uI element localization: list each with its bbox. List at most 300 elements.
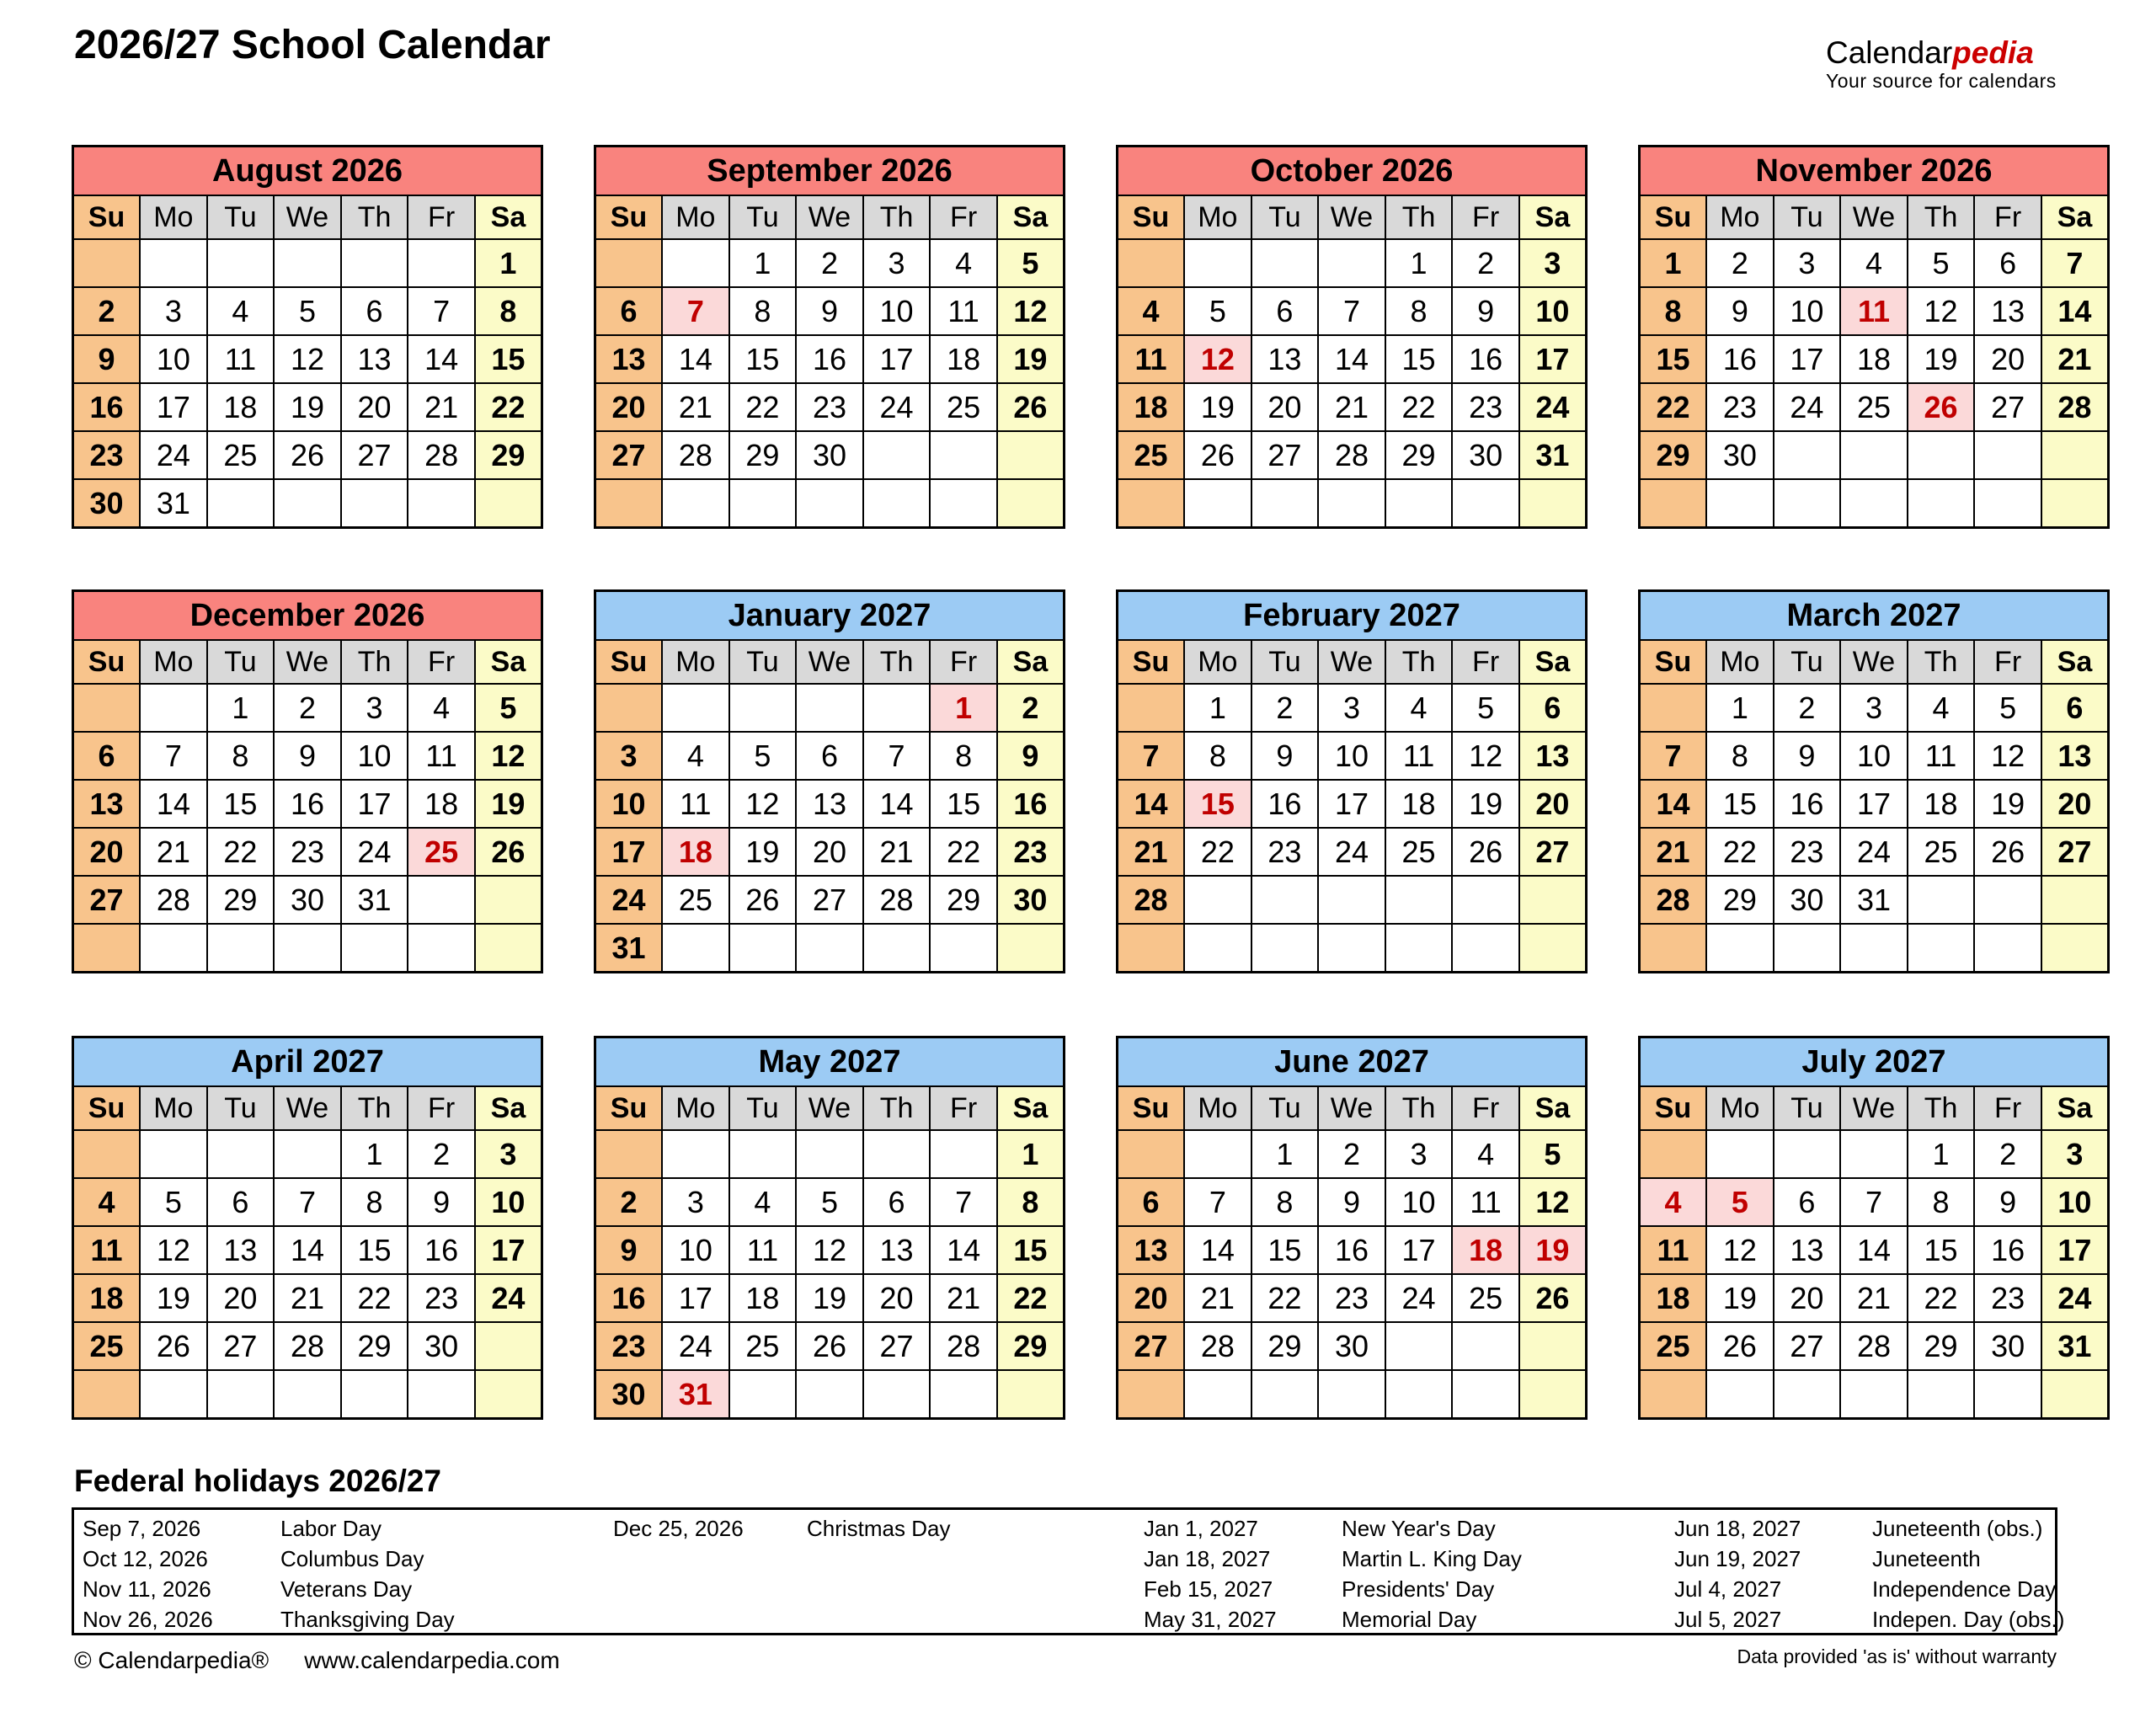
date-cell: 27 (1118, 1322, 1185, 1370)
date-cell: 19 (1452, 780, 1519, 828)
date-cell: 2 (274, 684, 341, 732)
date-cell: 21 (274, 1274, 341, 1322)
logo-brand-black: Calendar (1826, 35, 1953, 70)
date-cell: 5 (1452, 684, 1519, 732)
date-cell: 18 (729, 1274, 797, 1322)
empty-date-cell (1774, 924, 1841, 973)
empty-date-cell (1974, 924, 2041, 973)
weekday-header-tu: Tu (207, 195, 275, 239)
date-cell: 10 (1385, 1178, 1453, 1226)
date-cell: 1 (1908, 1130, 1975, 1178)
date-cell: 17 (341, 780, 408, 828)
weekday-header-th: Th (1385, 195, 1453, 239)
weekday-header-tu: Tu (1774, 195, 1841, 239)
weekday-header-we: We (1840, 640, 1908, 684)
date-cell: 15 (1251, 1226, 1319, 1274)
date-cell: 12 (1974, 732, 2041, 780)
date-cell: 17 (1840, 780, 1908, 828)
empty-date-cell (2041, 431, 2109, 479)
date-cell: 11 (930, 287, 997, 335)
date-cell: 5 (1974, 684, 2041, 732)
date-cell: 3 (662, 1178, 729, 1226)
date-cell: 19 (475, 780, 542, 828)
weekday-header-tu: Tu (1774, 1086, 1841, 1130)
date-cell: 19 (997, 335, 1065, 383)
empty-date-cell (1452, 876, 1519, 924)
date-cell: 30 (1318, 1322, 1385, 1370)
date-cell: 25 (1640, 1322, 1707, 1370)
weekday-header-tu: Tu (207, 640, 275, 684)
month-calendar-june-2027 (1116, 1036, 1588, 1420)
date-cell: 29 (1908, 1322, 1975, 1370)
weekday-header-su: Su (1118, 640, 1185, 684)
date-cell: 1 (207, 684, 275, 732)
date-cell: 7 (863, 732, 931, 780)
empty-date-cell (140, 684, 207, 732)
calendarpedia-logo (1826, 37, 2057, 91)
federal-holidays-heading: Federal holidays 2026/27 (74, 1464, 442, 1498)
date-cell: 19 (140, 1274, 207, 1322)
date-cell: 28 (140, 876, 207, 924)
date-cell: 1 (341, 1130, 408, 1178)
empty-date-cell (796, 1370, 863, 1419)
holiday-name: Veterans Day (280, 1576, 413, 1602)
weekday-header-th: Th (863, 1086, 931, 1130)
date-cell: 22 (1908, 1274, 1975, 1322)
date-cell: 16 (1452, 335, 1519, 383)
date-cell: 18 (408, 780, 475, 828)
date-cell: 26 (1452, 828, 1519, 876)
date-cell: 10 (1519, 287, 1587, 335)
date-cell: 14 (1318, 335, 1385, 383)
month-calendar-january-2027 (594, 589, 1065, 973)
date-cell: 18 (1840, 335, 1908, 383)
weekday-header-we: We (796, 195, 863, 239)
date-cell: 28 (863, 876, 931, 924)
footer-disclaimer: Data provided 'as is' without warranty (1737, 1645, 2057, 1667)
date-cell: 15 (997, 1226, 1065, 1274)
date-cell: 12 (475, 732, 542, 780)
date-cell: 24 (341, 828, 408, 876)
empty-date-cell (274, 1130, 341, 1178)
empty-date-cell (140, 924, 207, 973)
date-cell: 2 (408, 1130, 475, 1178)
date-cell: 16 (997, 780, 1065, 828)
date-cell: 28 (1840, 1322, 1908, 1370)
weekday-header-fr: Fr (1452, 1086, 1519, 1130)
date-cell: 1 (930, 684, 997, 732)
empty-date-cell (1774, 431, 1841, 479)
date-cell: 14 (2041, 287, 2109, 335)
empty-date-cell (1908, 876, 1975, 924)
date-cell: 27 (2041, 828, 2109, 876)
date-cell: 4 (1640, 1178, 1707, 1226)
date-cell: 14 (1640, 780, 1707, 828)
weekday-header-tu: Tu (729, 640, 797, 684)
empty-date-cell (1908, 479, 1975, 528)
date-cell: 11 (1640, 1226, 1707, 1274)
weekday-header-fr: Fr (1974, 640, 2041, 684)
empty-date-cell (1519, 1370, 1587, 1419)
empty-date-cell (1184, 479, 1251, 528)
date-cell: 20 (1774, 1274, 1841, 1322)
date-cell: 15 (1640, 335, 1707, 383)
date-cell: 2 (1706, 239, 1774, 287)
date-cell: 4 (662, 732, 729, 780)
empty-date-cell (475, 479, 542, 528)
weekday-header-su: Su (1640, 1086, 1707, 1130)
empty-date-cell (595, 1130, 663, 1178)
date-cell: 7 (140, 732, 207, 780)
date-cell: 12 (1452, 732, 1519, 780)
date-cell: 28 (1640, 876, 1707, 924)
date-cell: 24 (595, 876, 663, 924)
date-cell: 27 (207, 1322, 275, 1370)
date-cell: 14 (1184, 1226, 1251, 1274)
holiday-name: Columbus Day (280, 1545, 424, 1571)
empty-date-cell (1774, 1370, 1841, 1419)
date-cell: 18 (1385, 780, 1453, 828)
weekday-header-we: We (1840, 1086, 1908, 1130)
date-cell: 30 (1774, 876, 1841, 924)
month-title: July 2027 (1640, 1037, 2109, 1087)
date-cell: 27 (863, 1322, 931, 1370)
empty-date-cell (729, 1370, 797, 1419)
logo-tagline: Your source for calendars (1826, 70, 2057, 92)
date-cell: 21 (2041, 335, 2109, 383)
date-cell: 23 (997, 828, 1065, 876)
date-cell: 2 (997, 684, 1065, 732)
empty-date-cell (863, 924, 931, 973)
date-cell: 25 (1452, 1274, 1519, 1322)
weekday-header-fr: Fr (1452, 195, 1519, 239)
date-cell: 14 (1840, 1226, 1908, 1274)
logo-brand (1826, 37, 2057, 68)
weekday-header-sa: Sa (2041, 195, 2109, 239)
weekday-header-sa: Sa (475, 195, 542, 239)
empty-date-cell (274, 924, 341, 973)
date-cell: 15 (475, 335, 542, 383)
weekday-header-mo: Mo (662, 1086, 729, 1130)
holiday-date: Nov 11, 2026 (83, 1576, 211, 1602)
empty-date-cell (207, 1370, 275, 1419)
date-cell: 30 (408, 1322, 475, 1370)
holiday-name: Indepen. Day (obs.) (1872, 1606, 2065, 1632)
weekday-header-mo: Mo (140, 1086, 207, 1130)
holiday-date: May 31, 2027 (1144, 1606, 1277, 1632)
weekday-header-we: We (796, 1086, 863, 1130)
empty-date-cell (1706, 924, 1774, 973)
date-cell: 19 (274, 383, 341, 431)
date-cell: 15 (729, 335, 797, 383)
date-cell: 10 (1840, 732, 1908, 780)
date-cell: 8 (1706, 732, 1774, 780)
empty-date-cell (274, 1370, 341, 1419)
holiday-date: Sep 7, 2026 (83, 1515, 201, 1541)
date-cell: 1 (1640, 239, 1707, 287)
date-cell: 22 (997, 1274, 1065, 1322)
date-cell: 22 (207, 828, 275, 876)
date-cell: 25 (1118, 431, 1185, 479)
date-cell: 10 (341, 732, 408, 780)
weekday-header-sa: Sa (475, 1086, 542, 1130)
empty-date-cell (73, 924, 141, 973)
weekday-header-we: We (1318, 640, 1385, 684)
date-cell: 5 (140, 1178, 207, 1226)
date-cell: 6 (341, 287, 408, 335)
date-cell: 3 (1519, 239, 1587, 287)
weekday-header-fr: Fr (1974, 195, 2041, 239)
empty-date-cell (1908, 1370, 1975, 1419)
date-cell: 27 (1774, 1322, 1841, 1370)
date-cell: 23 (796, 383, 863, 431)
date-cell: 21 (1118, 828, 1185, 876)
date-cell: 7 (930, 1178, 997, 1226)
date-cell: 29 (341, 1322, 408, 1370)
empty-date-cell (1908, 924, 1975, 973)
empty-date-cell (475, 1370, 542, 1419)
date-cell: 7 (1118, 732, 1185, 780)
date-cell: 23 (1974, 1274, 2041, 1322)
date-cell: 17 (863, 335, 931, 383)
date-cell: 13 (1774, 1226, 1841, 1274)
date-cell: 24 (1318, 828, 1385, 876)
date-cell: 26 (475, 828, 542, 876)
weekday-header-tu: Tu (1251, 195, 1319, 239)
date-cell: 8 (1640, 287, 1707, 335)
empty-date-cell (1640, 924, 1707, 973)
date-cell: 4 (930, 239, 997, 287)
date-cell: 8 (997, 1178, 1065, 1226)
footer-copyright: © Calendarpedia® (74, 1647, 270, 1673)
date-cell: 24 (2041, 1274, 2109, 1322)
date-cell: 18 (73, 1274, 141, 1322)
empty-date-cell (796, 479, 863, 528)
date-cell: 18 (1908, 780, 1975, 828)
holiday-date: Jul 4, 2027 (1674, 1576, 1782, 1602)
date-cell: 4 (73, 1178, 141, 1226)
date-cell: 12 (1908, 287, 1975, 335)
date-cell: 17 (1519, 335, 1587, 383)
date-cell: 22 (1640, 383, 1707, 431)
weekday-header-mo: Mo (1184, 195, 1251, 239)
date-cell: 15 (930, 780, 997, 828)
date-cell: 31 (341, 876, 408, 924)
date-cell: 14 (274, 1226, 341, 1274)
date-cell: 14 (1118, 780, 1185, 828)
empty-date-cell (1706, 1130, 1774, 1178)
date-cell: 18 (1118, 383, 1185, 431)
empty-date-cell (341, 924, 408, 973)
month-title: January 2027 (595, 591, 1065, 641)
empty-date-cell (930, 1130, 997, 1178)
date-cell: 27 (595, 431, 663, 479)
date-cell: 16 (796, 335, 863, 383)
date-cell: 12 (1706, 1226, 1774, 1274)
date-cell: 3 (140, 287, 207, 335)
empty-date-cell (796, 924, 863, 973)
date-cell: 22 (341, 1274, 408, 1322)
empty-date-cell (1118, 1130, 1185, 1178)
date-cell: 25 (408, 828, 475, 876)
date-cell: 19 (1908, 335, 1975, 383)
date-cell: 27 (1251, 431, 1319, 479)
date-cell: 21 (408, 383, 475, 431)
weekday-header-sa: Sa (997, 1086, 1065, 1130)
date-cell: 29 (930, 876, 997, 924)
date-cell: 23 (1706, 383, 1774, 431)
empty-date-cell (1318, 876, 1385, 924)
date-cell: 8 (207, 732, 275, 780)
weekday-header-th: Th (1385, 640, 1453, 684)
date-cell: 20 (1118, 1274, 1185, 1322)
date-cell: 28 (930, 1322, 997, 1370)
date-cell: 2 (796, 239, 863, 287)
month-title: February 2027 (1118, 591, 1587, 641)
date-cell: 20 (796, 828, 863, 876)
empty-date-cell (1385, 1322, 1453, 1370)
empty-date-cell (863, 1370, 931, 1419)
empty-date-cell (1184, 924, 1251, 973)
date-cell: 26 (1974, 828, 2041, 876)
date-cell: 20 (863, 1274, 931, 1322)
empty-date-cell (729, 684, 797, 732)
empty-date-cell (274, 239, 341, 287)
date-cell: 5 (475, 684, 542, 732)
date-cell: 6 (1251, 287, 1319, 335)
empty-date-cell (1118, 924, 1185, 973)
date-cell: 16 (1318, 1226, 1385, 1274)
weekday-header-we: We (274, 640, 341, 684)
date-cell: 8 (1251, 1178, 1319, 1226)
date-cell: 2 (1452, 239, 1519, 287)
date-cell: 13 (207, 1226, 275, 1274)
date-cell: 9 (408, 1178, 475, 1226)
date-cell: 9 (595, 1226, 663, 1274)
weekday-header-mo: Mo (1184, 1086, 1251, 1130)
date-cell: 8 (1184, 732, 1251, 780)
date-cell: 5 (1519, 1130, 1587, 1178)
date-cell: 28 (662, 431, 729, 479)
date-cell: 6 (207, 1178, 275, 1226)
date-cell: 24 (1519, 383, 1587, 431)
empty-date-cell (1840, 1370, 1908, 1419)
date-cell: 23 (1318, 1274, 1385, 1322)
date-cell: 26 (729, 876, 797, 924)
empty-date-cell (1974, 1370, 2041, 1419)
month-title: November 2026 (1640, 147, 2109, 196)
date-cell: 7 (1840, 1178, 1908, 1226)
date-cell: 10 (1774, 287, 1841, 335)
weekday-header-th: Th (341, 195, 408, 239)
date-cell: 6 (1118, 1178, 1185, 1226)
empty-date-cell (1118, 1370, 1185, 1419)
date-cell: 15 (1706, 780, 1774, 828)
date-cell: 20 (1251, 383, 1319, 431)
date-cell: 27 (1519, 828, 1587, 876)
month-title: March 2027 (1640, 591, 2109, 641)
empty-date-cell (1519, 479, 1587, 528)
date-cell: 29 (1706, 876, 1774, 924)
empty-date-cell (1974, 431, 2041, 479)
date-cell: 8 (341, 1178, 408, 1226)
empty-date-cell (1118, 479, 1185, 528)
empty-date-cell (207, 239, 275, 287)
date-cell: 23 (1251, 828, 1319, 876)
date-cell: 9 (1452, 287, 1519, 335)
date-cell: 14 (140, 780, 207, 828)
weekday-header-fr: Fr (930, 640, 997, 684)
date-cell: 16 (1251, 780, 1319, 828)
date-cell: 28 (1118, 876, 1185, 924)
empty-date-cell (1774, 479, 1841, 528)
weekday-header-we: We (274, 195, 341, 239)
empty-date-cell (595, 479, 663, 528)
date-cell: 3 (1385, 1130, 1453, 1178)
date-cell: 28 (2041, 383, 2109, 431)
date-cell: 8 (1385, 287, 1453, 335)
date-cell: 12 (140, 1226, 207, 1274)
date-cell: 22 (475, 383, 542, 431)
date-cell: 10 (140, 335, 207, 383)
empty-date-cell (997, 1370, 1065, 1419)
date-cell: 15 (341, 1226, 408, 1274)
empty-date-cell (1519, 924, 1587, 973)
weekday-header-su: Su (595, 1086, 663, 1130)
date-cell: 21 (1640, 828, 1707, 876)
date-cell: 17 (475, 1226, 542, 1274)
date-cell: 2 (1251, 684, 1319, 732)
holiday-date: Dec 25, 2026 (613, 1515, 744, 1541)
holiday-date: Jul 5, 2027 (1674, 1606, 1782, 1632)
empty-date-cell (73, 684, 141, 732)
holiday-date: Feb 15, 2027 (1144, 1576, 1273, 1602)
weekday-header-we: We (1318, 195, 1385, 239)
empty-date-cell (1118, 684, 1185, 732)
weekday-header-mo: Mo (1184, 640, 1251, 684)
date-cell: 3 (595, 732, 663, 780)
date-cell: 24 (1385, 1274, 1453, 1322)
weekday-header-fr: Fr (408, 1086, 475, 1130)
weekday-header-mo: Mo (140, 640, 207, 684)
empty-date-cell (1318, 924, 1385, 973)
date-cell: 13 (73, 780, 141, 828)
weekday-header-tu: Tu (729, 1086, 797, 1130)
holiday-name: Memorial Day (1342, 1606, 1477, 1632)
date-cell: 29 (475, 431, 542, 479)
date-cell: 29 (997, 1322, 1065, 1370)
empty-date-cell (997, 924, 1065, 973)
month-title: May 2027 (595, 1037, 1065, 1087)
date-cell: 15 (1385, 335, 1453, 383)
empty-date-cell (140, 1130, 207, 1178)
date-cell: 2 (595, 1178, 663, 1226)
date-cell: 25 (73, 1322, 141, 1370)
date-cell: 7 (1184, 1178, 1251, 1226)
date-cell: 4 (1452, 1130, 1519, 1178)
date-cell: 18 (207, 383, 275, 431)
footer-url: www.calendarpedia.com (304, 1647, 560, 1673)
date-cell: 11 (408, 732, 475, 780)
weekday-header-fr: Fr (1974, 1086, 2041, 1130)
date-cell: 16 (274, 780, 341, 828)
holiday-name: Juneteenth (obs.) (1872, 1515, 2043, 1541)
date-cell: 9 (1318, 1178, 1385, 1226)
date-cell: 3 (1774, 239, 1841, 287)
date-cell: 13 (595, 335, 663, 383)
empty-date-cell (796, 1130, 863, 1178)
date-cell: 11 (73, 1226, 141, 1274)
